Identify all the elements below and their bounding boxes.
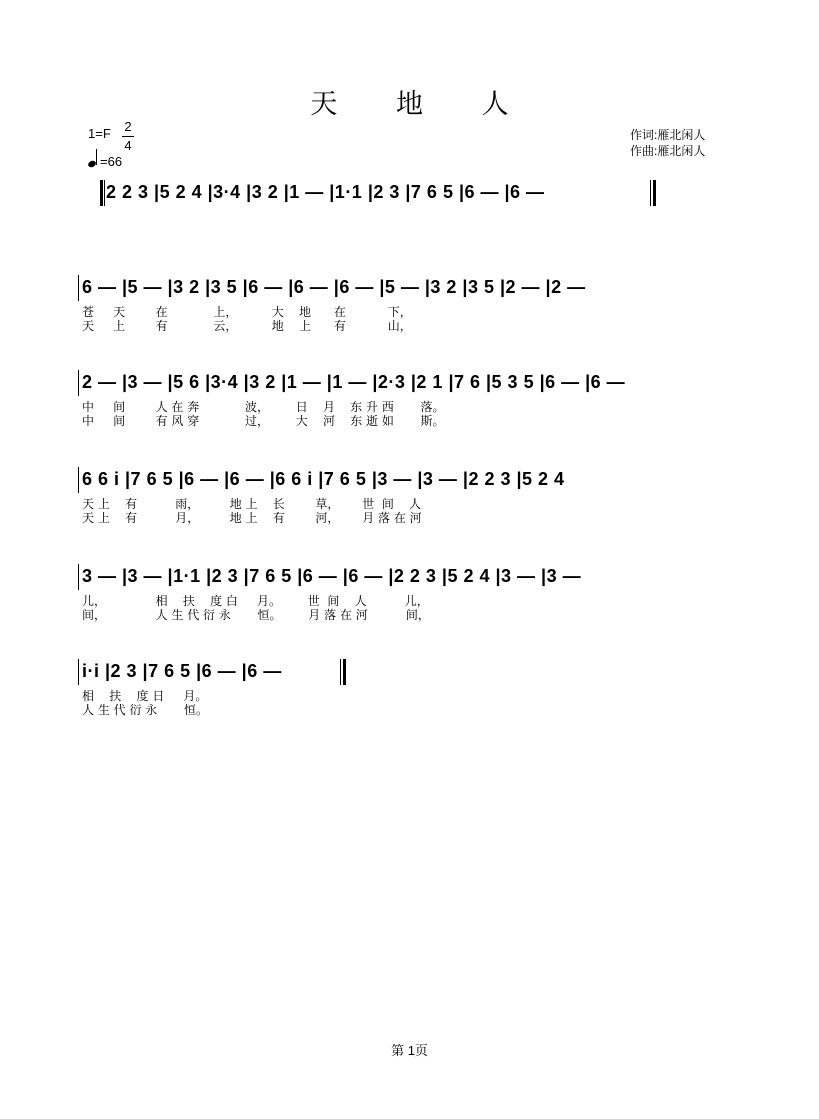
start-barline [78, 564, 79, 590]
key-signature: 1=F [88, 126, 111, 141]
time-denominator: 4 [124, 138, 132, 153]
lyric-verse-2: 人 生 代 衍 永 恒。 [82, 703, 208, 717]
score-system-6 [0, 659, 819, 729]
title-char-2: 地 [396, 89, 423, 120]
lyric-verse-1: 相 扶 度 日 月。 [82, 689, 208, 703]
final-barline [343, 659, 346, 685]
tempo-marking [88, 147, 122, 169]
lyricist-credit: 作词:雁北闲人 [630, 128, 706, 142]
notation-line: i·i |2 3 |7 6 5 |6 — |6 — [82, 661, 282, 681]
tempo-value: =66 [100, 154, 123, 169]
time-numerator: 2 [124, 119, 132, 134]
start-barline [100, 180, 103, 206]
notation-line: 3 — |3 — |1·1 |2 3 |7 6 5 |6 — |6 — |2 2 3 |5 2 4 |3 — |3 — [82, 566, 582, 586]
page-number: 第 1页 [391, 1043, 428, 1058]
score-system-3 [0, 370, 819, 440]
end-barline [650, 180, 651, 206]
composer-credit: 作曲:雁北闲人 [630, 144, 706, 158]
start-barline [78, 659, 79, 685]
score-system-1 [0, 180, 819, 250]
credits [630, 127, 705, 159]
quarter-note-icon [88, 147, 98, 169]
song-title [0, 82, 819, 121]
lyric-verse-1: 中 间 人 在 奔 波， 日 月 东 升 西 落。 [82, 400, 445, 414]
start-barline [78, 275, 79, 301]
lyric-verse-1: 苍 天 在 上， 大 地 在 下， [82, 305, 412, 319]
title-char-1: 天 [310, 89, 338, 120]
start-barline [104, 180, 105, 206]
score-system-4 [0, 467, 819, 537]
title-char-3: 人 [481, 89, 509, 120]
final-barline [340, 659, 341, 685]
notation-line: 6 — |5 — |3 2 |3 5 |6 — |6 — |6 — |5 — |3 2 |3 5 |2 — |2 — [82, 277, 586, 297]
lyric-verse-2: 中 间 有 风 穿 过， 大 河 东 逝 如 斯。 [82, 414, 445, 428]
notation-line: 2 — |3 — |5 6 |3·4 |3 2 |1 — |1 — |2·3 |2 1 |7 6 |5 3 5 |6 — |6 — [82, 372, 626, 392]
time-signature [122, 118, 134, 155]
lyric-verse-2: 天 上 有 月， 地 上 有 河， 月 落 在 河 [82, 511, 422, 525]
lyric-verse-2: 间， 人 生 代 衍 永 恒。 月 落 在 河 间， [82, 608, 430, 622]
start-barline [78, 467, 79, 493]
notation-line: 2 2 3 |5 2 4 |3·4 |3 2 |1 — |1·1 |2 3 |7 6 5 |6 — |6 — [106, 182, 545, 202]
start-barline [78, 370, 79, 396]
end-barline [653, 180, 656, 206]
lyric-verse-2: 天 上 有 云， 地 上 有 山， [82, 319, 412, 333]
score-system-2 [0, 275, 819, 345]
lyric-verse-1: 天 上 有 雨， 地 上 长 草， 世 间 人 [82, 497, 422, 511]
lyric-verse-1: 儿， 相 扶 度 白 月。 世 间 人 儿， [82, 594, 429, 608]
notation-line: 6 6 i |7 6 5 |6 — |6 — |6 6 i |7 6 5 |3 — |3 — |2 2 3 |5 2 4 [82, 469, 565, 489]
score-system-5 [0, 564, 819, 634]
